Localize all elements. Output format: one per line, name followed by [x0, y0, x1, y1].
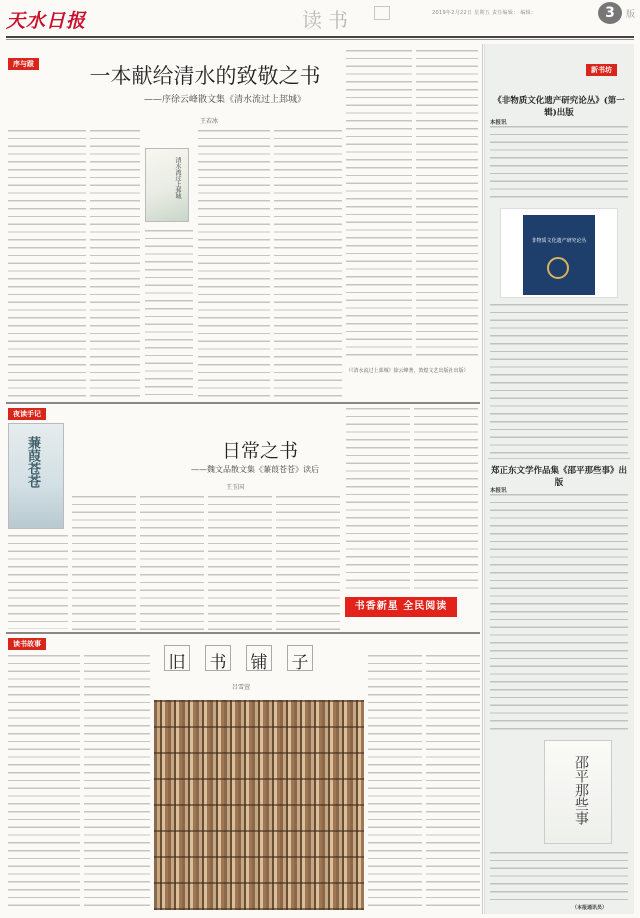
tag-new-books: 新书坊 — [586, 64, 617, 76]
article2-column-4 — [208, 496, 272, 630]
sidebar-book1-text — [490, 126, 628, 202]
article2-column-7 — [414, 408, 478, 590]
section-title: 读书 — [302, 8, 354, 32]
tag-night-reading: 夜读手记 — [8, 408, 46, 420]
article1-column-6 — [416, 50, 478, 360]
header-meta: 2019年2月22日 星期五 责任编辑： 编辑： — [432, 10, 537, 16]
article3-column-4 — [426, 655, 480, 911]
sidebar-book1-headline: 《非物质文化遗产研究论丛》(第一辑)出版 — [493, 96, 625, 118]
sidebar-book1-label: 本报讯 — [490, 120, 507, 126]
book-icon — [374, 6, 390, 20]
sidebar-book1-cover-art — [523, 215, 595, 295]
article2-column-6 — [346, 408, 410, 590]
article3-column-2 — [84, 655, 150, 911]
article1-column-2b — [145, 230, 193, 400]
header-rule — [6, 36, 634, 38]
article1-subline: ——序徐云峰散文集《清水流过上邽城》 — [143, 95, 306, 105]
tag-reading-story: 读书故事 — [8, 638, 46, 650]
article1-headline: 一本献给清水的致敬之书 — [89, 64, 321, 88]
sidebar-book2-text-2 — [490, 852, 628, 904]
masthead-logo: 天水日报 — [6, 10, 87, 32]
article2-book-cover — [8, 423, 64, 529]
article3-headline-char-3: 铺 — [250, 653, 268, 673]
article1-source-note: （《清水流过上邽城》徐云峰著，敦煌文艺出版社出版） — [346, 368, 469, 374]
cover-ring-icon — [547, 257, 569, 279]
article3-headline-char-2: 书 — [209, 653, 227, 673]
reading-campaign-banner: 书香新星 全民阅读 — [345, 597, 457, 617]
page-version: 版 — [626, 10, 636, 20]
tag-preface: 序与跋 — [8, 58, 39, 70]
article1-column-1 — [8, 130, 86, 400]
sidebar-rule — [482, 44, 483, 914]
article1-column-4 — [274, 130, 342, 400]
sidebar-book2-label: 本报讯 — [490, 488, 507, 494]
sidebar-divider — [488, 458, 630, 459]
sidebar-book1-cover — [500, 208, 618, 298]
article2-headline: 日常之书 — [221, 440, 298, 462]
article2-column-3 — [140, 496, 204, 630]
article2-subline: ——魏文品散文集《蒹葭苍苍》读后 — [191, 465, 319, 474]
article1-book-cover — [145, 148, 189, 222]
sidebar-book2-text — [490, 494, 628, 732]
sidebar-book2-headline: 郑正东文学作品集《邵平那些事》出版 — [490, 466, 627, 488]
article2-column-1 — [8, 535, 68, 629]
article3-headline-char-1: 旧 — [168, 653, 186, 673]
article2-byline: 王玉国 — [226, 484, 245, 491]
article2-column-5 — [276, 496, 340, 630]
article3-column-3 — [368, 655, 422, 911]
article2-column-2 — [72, 496, 136, 630]
sidebar-book2-cover — [544, 740, 612, 844]
article2-cover-title: 蒹葭苍苍 — [25, 436, 40, 488]
page-number: 3 — [598, 2, 622, 24]
bookshop-photo-shelves — [154, 700, 364, 910]
article1-column-2 — [90, 130, 140, 400]
article1-cover-title: 清水流过上邽城 — [174, 157, 181, 199]
header-rule-thin — [6, 39, 634, 40]
sidebar-book1-cover-title: 非物质文化遗产研究论丛 — [531, 238, 587, 244]
article1-byline: 王若冰 — [200, 118, 219, 125]
article3-column-1 — [8, 655, 80, 911]
sidebar-book2-cover-title: 邵平那些事 — [573, 755, 589, 825]
article3-byline: 吕雪萱 — [232, 684, 251, 691]
section-divider-1 — [6, 402, 480, 404]
article1-column-5 — [346, 50, 412, 360]
section-divider-2 — [6, 632, 480, 634]
article3-headline-char-4: 子 — [291, 653, 309, 673]
article1-column-3 — [198, 130, 270, 400]
sidebar-book2-end-note: （本报通讯员） — [572, 905, 608, 911]
sidebar-book1-text-2 — [490, 304, 628, 454]
